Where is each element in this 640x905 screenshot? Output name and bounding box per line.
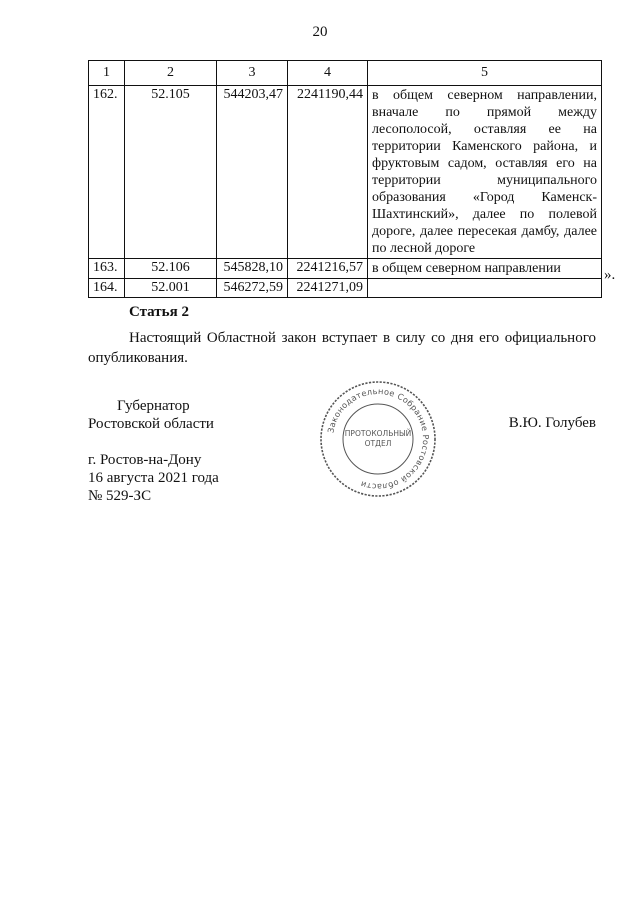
law-number: № 529-ЗС [88, 488, 152, 504]
row-number: 164. [89, 279, 125, 298]
closing-quote-mark: ». [604, 267, 616, 283]
coord-x: 544203,47 [217, 86, 288, 259]
coord-y: 2241216,57 [288, 259, 368, 279]
stamp-center-line2: ОТДЕЛ [364, 439, 392, 448]
city: г. Ростов-на-Дону [88, 452, 202, 468]
point-id: 52.001 [125, 279, 217, 298]
coord-x: 545828,10 [217, 259, 288, 279]
row-number: 162. [89, 86, 125, 259]
article-title: Статья 2 [129, 304, 189, 320]
boundary-description: в общем северном направлении [368, 259, 602, 279]
place-date-block [88, 451, 219, 505]
point-id: 52.106 [125, 259, 217, 279]
signatory-role [88, 397, 214, 433]
stamp-center-line1: ПРОТОКОЛЬНЫЙ [344, 429, 412, 438]
header-cell-1: 1 [89, 61, 125, 86]
table-row [89, 279, 602, 298]
official-stamp [318, 379, 438, 499]
coord-y: 2241190,44 [288, 86, 368, 259]
table-row [89, 259, 602, 279]
table-row [89, 86, 602, 259]
header-cell-2: 2 [125, 61, 217, 86]
row-number: 163. [89, 259, 125, 279]
page-number: 20 [312, 24, 328, 40]
signatory-role-line1: Губернатор [117, 398, 190, 414]
header-cell-5: 5 [368, 61, 602, 86]
coord-y: 2241271,09 [288, 279, 368, 298]
article-text: Настоящий Областной закон вступает в силу со дня его официального опубликования. [88, 330, 596, 366]
header-cell-3: 3 [217, 61, 288, 86]
coord-x: 546272,59 [217, 279, 288, 298]
signing-date: 16 августа 2021 года [88, 470, 219, 486]
boundary-description [368, 279, 602, 298]
signatory-role-line2: Ростовской области [88, 416, 214, 432]
point-id: 52.105 [125, 86, 217, 259]
header-cell-4: 4 [288, 61, 368, 86]
boundary-description: в общем северном направлении, вначале по прямой между лесополосой, оставляя ее на территории Каменского района, и фруктовым садом, оставляя его на территории муниципального образования «Город Каменск-Шахтинский», далее по полевой дороге, далее пересекая дамбу, далее по лесной дороге [368, 86, 602, 259]
boundary-coordinates-table [88, 60, 602, 298]
signatory-name: В.Ю. Голубев [508, 415, 596, 431]
stamp-ring-text: Законодательное Собрание Ростовской области [325, 385, 432, 493]
table-header-row [89, 61, 602, 86]
